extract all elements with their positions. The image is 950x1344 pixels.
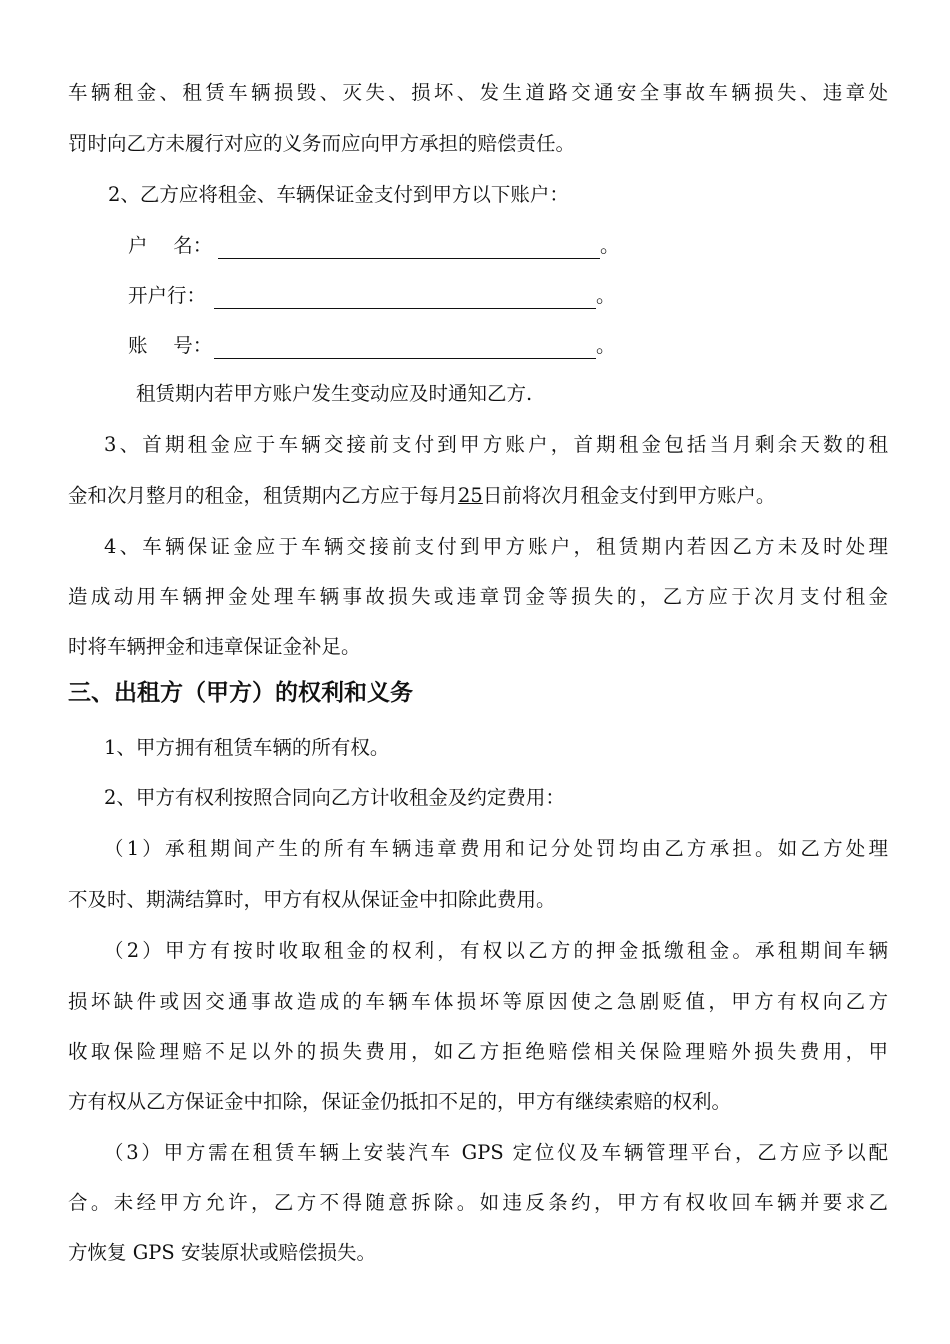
end-mark: 。	[596, 334, 616, 357]
paragraph-line: 车辆租金、租赁车辆损毁、灭失、损坏、发生道路交通安全事故车辆损失、违章处	[68, 81, 888, 104]
account-number-label: 账 号：	[128, 334, 213, 357]
paragraph-line: 时将车辆押金和违章保证金补足。	[68, 635, 361, 658]
paragraph-line: 合。未经甲方允许，乙方不得随意拆除。如违反条约，甲方有权收回车辆并要求乙	[68, 1191, 888, 1214]
paragraph-line: 金和次月整月的租金，租赁期内乙方应于每月25日前将次月租金支付到甲方账户。	[68, 484, 776, 507]
account-number-blank[interactable]	[214, 336, 596, 359]
bank-label: 开户行：	[128, 284, 207, 307]
clause-2-account-intro: 2、乙方应将租金、车辆保证金支付到甲方以下账户：	[108, 183, 569, 206]
paragraph-line: （3）甲方需在租赁车辆上安装汽车 GPS 定位仪及车辆管理平台，乙方应予以配	[104, 1141, 888, 1164]
paragraph-line: 2、甲方有权利按照合同向乙方计收租金及约定费用：	[104, 786, 565, 809]
paragraph-line: 方恢复 GPS 安装原状或赔偿损失。	[68, 1241, 376, 1264]
paragraph-line: （2）甲方有按时收取租金的权利，有权以乙方的押金抵缴租金。承租期间车辆	[104, 939, 888, 962]
account-name-row	[128, 233, 620, 259]
paragraph-line: 收取保险理赔不足以外的损失费用，如乙方拒绝赔偿相关保险理赔外损失费用，甲	[68, 1040, 888, 1063]
paragraph-line: 造成动用车辆押金处理车辆事故损失或违章罚金等损失的，乙方应于次月支付租金	[68, 585, 888, 608]
account-number-row	[128, 333, 616, 359]
paragraph-line: 3、首期租金应于车辆交接前支付到甲方账户，首期租金包括当月剩余天数的租	[104, 433, 888, 456]
paragraph-line: 不及时、期满结算时，甲方有权从保证金中扣除此费用。	[68, 888, 556, 911]
paragraph-line: 罚时向乙方未履行对应的义务而应向甲方承担的赔偿责任。	[68, 132, 576, 155]
bank-blank[interactable]	[214, 286, 596, 309]
account-change-note: 租赁期内若甲方账户发生变动应及时通知乙方.	[136, 382, 533, 405]
paragraph-line: 方有权从乙方保证金中扣除，保证金仍抵扣不足的，甲方有继续索赔的权利。	[68, 1090, 732, 1113]
paragraph-line: 损坏缺件或因交通事故造成的车辆车体损坏等原因使之急剧贬值，甲方有权向乙方	[68, 990, 888, 1013]
end-mark: 。	[596, 284, 616, 307]
section-3-heading: 三、出租方（甲方）的权利和义务	[68, 680, 413, 706]
paragraph-line: 4、车辆保证金应于车辆交接前支付到甲方账户，租赁期内若因乙方未及时处理	[104, 535, 888, 558]
paragraph-line: 1、甲方拥有租赁车辆的所有权。	[104, 736, 390, 759]
end-mark: 。	[600, 234, 620, 257]
account-name-blank[interactable]	[218, 236, 600, 259]
rent-due-day: 25	[458, 484, 483, 507]
account-name-label: 户 名：	[128, 234, 213, 257]
bank-row	[128, 283, 616, 309]
paragraph-line: （1）承租期间产生的所有车辆违章费用和记分处罚均由乙方承担。如乙方处理	[104, 837, 888, 860]
